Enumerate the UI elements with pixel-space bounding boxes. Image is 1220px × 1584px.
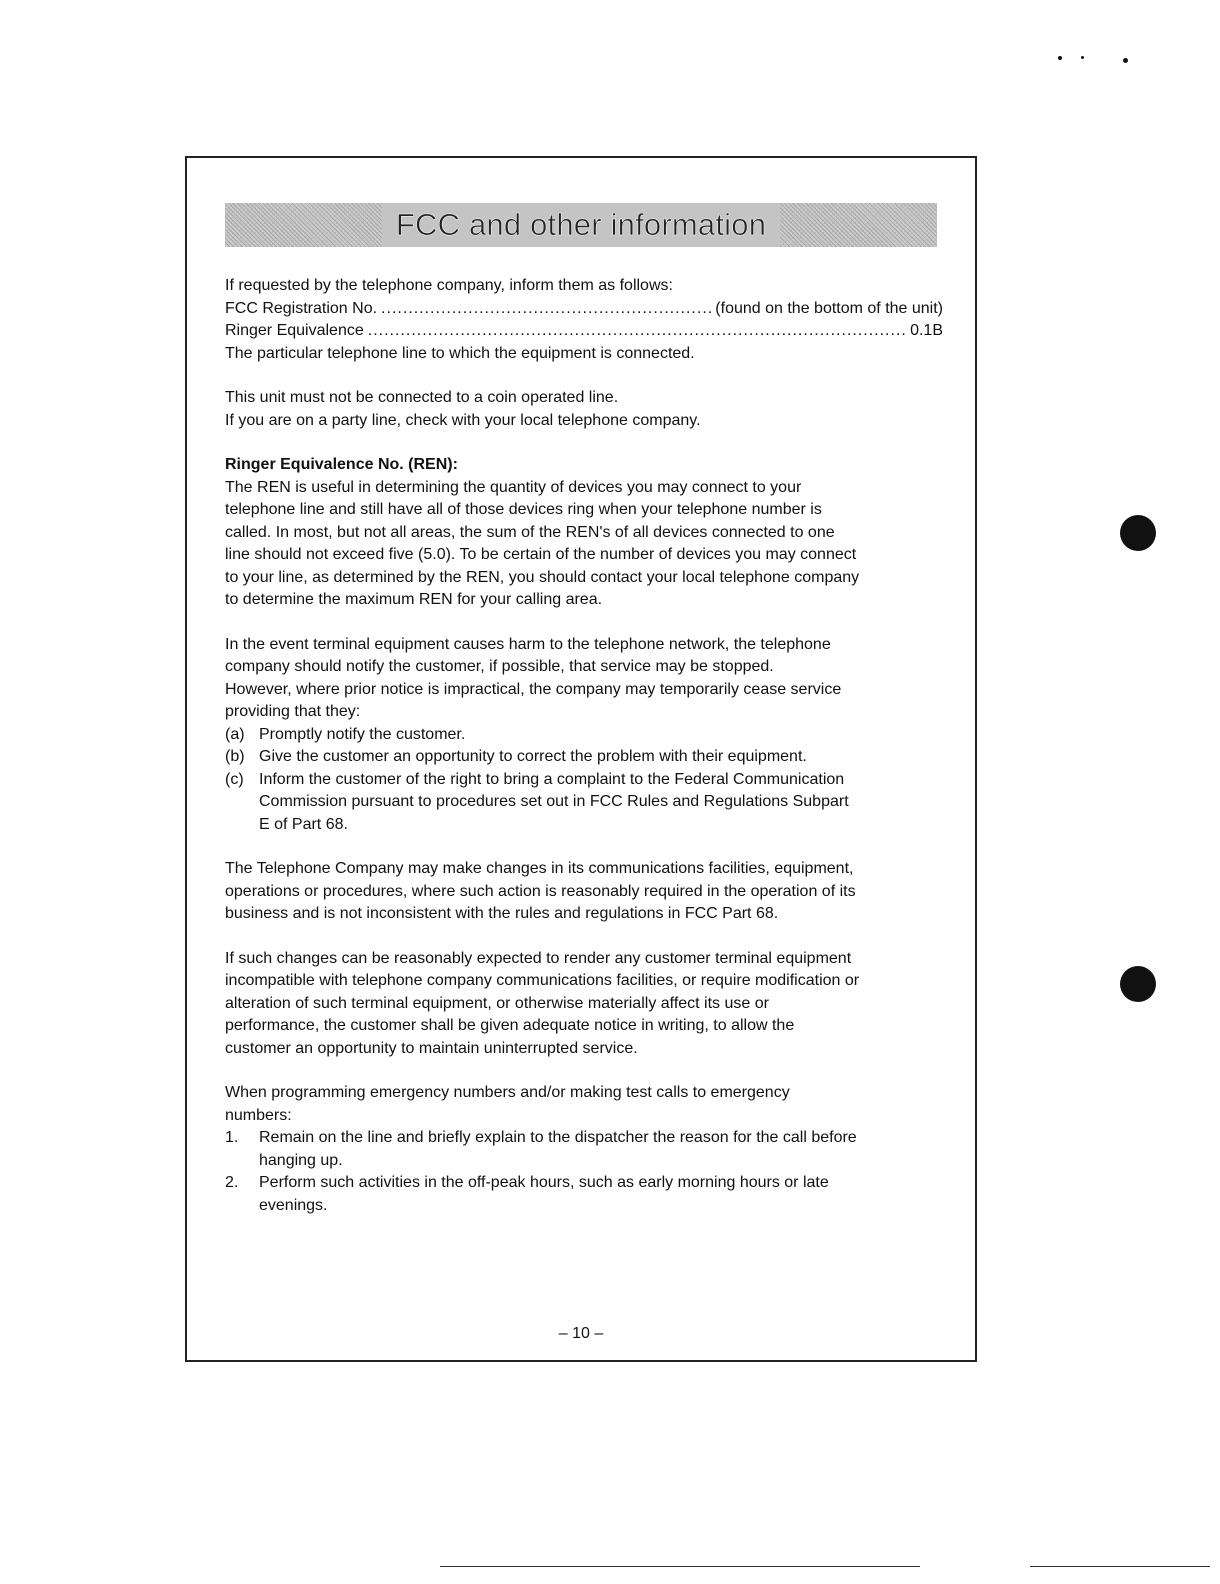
ringer-equivalence-row (225, 320, 943, 343)
paragraph-line: providing that they: (225, 703, 361, 720)
fcc-registration-label: FCC Registration No. (225, 299, 378, 317)
list-marker: 1. (225, 1129, 239, 1146)
dot-leader (368, 320, 906, 343)
paragraph-line: In the event terminal equipment causes harm to the telephone network, the telephone (225, 635, 831, 653)
changes-section (225, 858, 943, 926)
paragraph-line: operations or procedures, where such action is reasonably required in the operation of its (225, 882, 856, 900)
scan-speck (1123, 58, 1128, 63)
list-item (225, 769, 943, 837)
list-item-text: evenings. (259, 1196, 328, 1214)
incompatible-section (225, 948, 943, 1061)
scan-edge-line (1030, 1566, 1210, 1567)
page-frame (185, 156, 977, 1362)
list-item-text: Commission pursuant to procedures set out in FCC Rules and Regulations Subpart (259, 793, 849, 810)
intro-line: The particular telephone line to which the equipment is connected. (225, 344, 695, 362)
list-marker: (b) (225, 748, 245, 765)
list-item (225, 724, 943, 747)
paragraph-line: telephone line and still have all of those devices ring when your telephone number is (225, 501, 822, 518)
list-item-text: Perform such activities in the off-peak hours, such as early morning hours or late (259, 1174, 829, 1191)
list-item-text: Give the customer an opportunity to correct the problem with their equipment. (259, 748, 807, 765)
intro-line: If requested by the telephone company, inform them as follows: (225, 277, 673, 294)
paragraph-line: called. In most, but not all areas, the sum of the REN's of all devices connected to one (225, 523, 835, 541)
paragraph-line: The REN is useful in determining the quantity of devices you may connect to your (225, 478, 802, 496)
paragraph-line: company should notify the customer, if possible, that service may be stopped. (225, 658, 774, 675)
page-content (225, 275, 943, 1217)
fcc-registration-value: (found on the bottom of the unit) (715, 299, 943, 317)
harm-section (225, 634, 943, 837)
list-item-text: Remain on the line and briefly explain to the dispatcher the reason for the call before (259, 1129, 857, 1146)
page-number: – 10 – (558, 1325, 604, 1342)
list-item-text: Promptly notify the customer. (259, 725, 466, 743)
paragraph-line: incompatible with telephone company communications facilities, or require modification or (225, 972, 860, 989)
paragraph-line: customer an opportunity to maintain uninterrupted service. (225, 1039, 638, 1057)
title-banner (225, 203, 937, 247)
dot-leader (381, 298, 711, 321)
list-marker: (c) (225, 770, 244, 788)
page-title: FCC and other information (382, 203, 780, 247)
paragraph-line: If such changes can be reasonably expected to render any customer terminal equipment (225, 949, 852, 967)
ringer-equivalence-label: Ringer Equivalence (225, 322, 364, 339)
emergency-section (225, 1082, 943, 1217)
scan-speck (1058, 56, 1062, 60)
paragraph-line: This unit must not be connected to a coin operated line. (225, 389, 619, 406)
list-marker: 2. (225, 1174, 239, 1191)
paragraph-line: line should not exceed five (5.0). To be certain of the number of devices you may connect (225, 546, 857, 563)
paragraph-line: to your line, as determined by the REN, you should contact your local telephone company (225, 568, 860, 586)
list-item-text: E of Part 68. (259, 815, 348, 833)
list-item (225, 1172, 943, 1217)
scan-edge-line (440, 1566, 920, 1567)
list-item (225, 1127, 943, 1172)
binder-hole-bottom (1120, 966, 1156, 1002)
ren-heading: Ringer Equivalence No. (REN): (225, 456, 458, 473)
paragraph-line: business and is not inconsistent with the rules and regulations in FCC Part 68. (225, 905, 779, 922)
paragraph-line: When programming emergency numbers and/or making test calls to emergency (225, 1084, 790, 1101)
binder-hole-top (1120, 515, 1156, 551)
fcc-registration-row (225, 298, 943, 321)
ringer-equivalence-value: 0.1B (910, 322, 943, 339)
list-marker: (a) (225, 725, 245, 743)
paragraph-line: alteration of such terminal equipment, or otherwise materially affect its use or (225, 994, 769, 1012)
paragraph-line: numbers: (225, 1106, 292, 1124)
paragraph-line: The Telephone Company may make changes in its communications facilities, equipment, (225, 860, 854, 877)
scan-speck (1081, 56, 1084, 59)
paragraph-line: If you are on a party line, check with your local telephone company. (225, 411, 701, 429)
coin-section (225, 387, 943, 432)
list-item-text: hanging up. (259, 1151, 343, 1169)
paragraph-line: However, where prior notice is impractical, the company may temporarily cease service (225, 680, 842, 698)
list-item (225, 746, 943, 769)
paragraph-line: performance, the customer shall be given adequate notice in writing, to allow the (225, 1017, 795, 1034)
list-item-text: Inform the customer of the right to bring a complaint to the Federal Communication (259, 770, 845, 788)
intro-section (225, 275, 943, 365)
paragraph-line: to determine the maximum REN for your calling area. (225, 591, 603, 608)
ren-section (225, 454, 943, 612)
